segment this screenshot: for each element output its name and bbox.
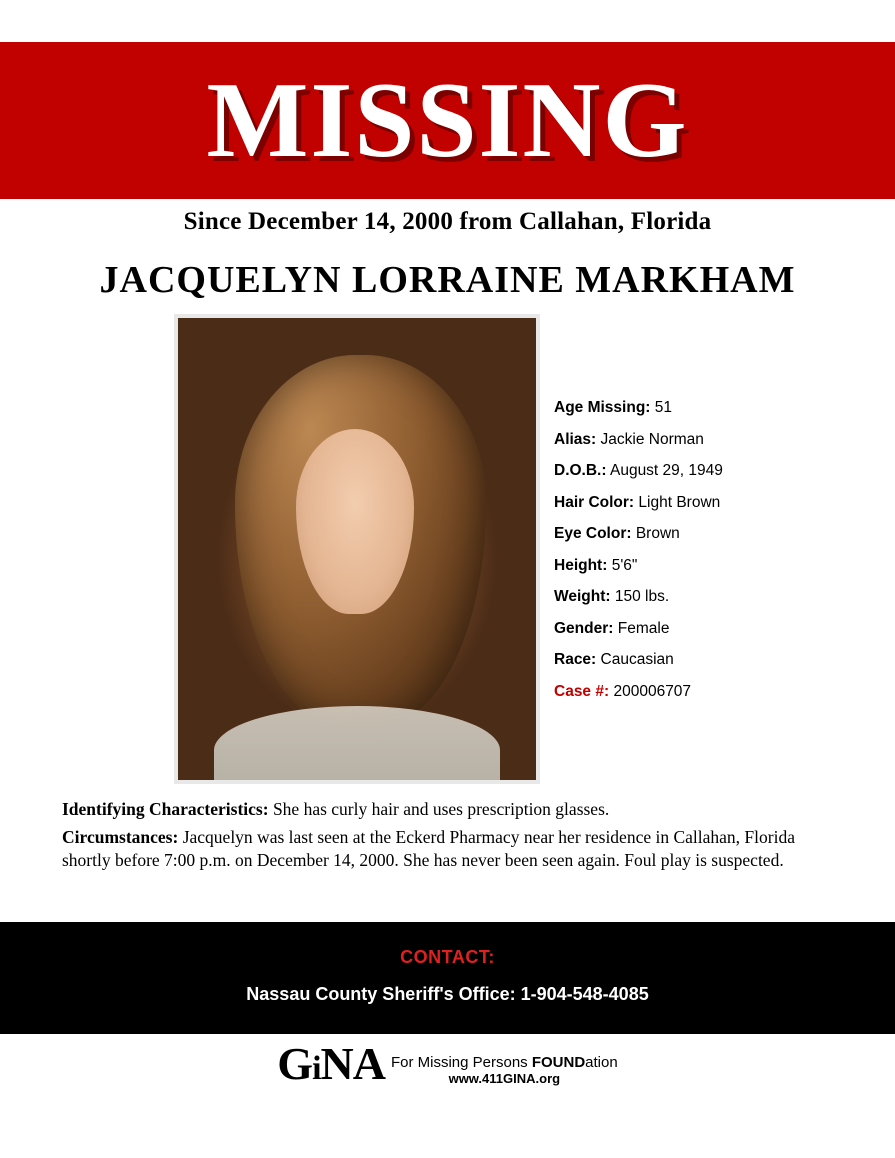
photo-background <box>178 318 536 780</box>
gina-tagline-found: FOUND <box>531 1054 586 1071</box>
headline-missing: MISSING <box>206 60 689 180</box>
detail-label: Gender: <box>554 619 614 637</box>
person-details-list <box>554 392 884 707</box>
detail-label: Eye Color: <box>554 525 632 542</box>
since-line: Since December 14, 2000 from Callahan, Florida <box>183 208 712 235</box>
detail-value: August 29, 1949 <box>609 462 723 479</box>
detail-row-dob <box>554 455 884 487</box>
circumstances-label: Circumstances: <box>62 827 179 847</box>
gina-tagline-suffix: ation <box>585 1054 618 1071</box>
gina-logo-g: G <box>277 1038 313 1089</box>
detail-label: Alias: <box>554 430 597 448</box>
detail-row-race <box>554 644 884 676</box>
photo-shirt-shape <box>214 706 500 780</box>
detail-row-eye-color <box>554 518 884 550</box>
missing-banner <box>0 42 895 199</box>
detail-row-height <box>554 550 884 582</box>
detail-value: Jackie Norman <box>600 430 704 448</box>
page-title: JACQUELYN LORRAINE MARKHAM <box>99 259 796 301</box>
gina-tagline-prefix: For Missing Persons <box>390 1054 532 1071</box>
circumstances <box>62 826 840 872</box>
detail-row-hair-color <box>554 487 884 519</box>
circumstances-text: Jacquelyn was last seen at the Eckerd Pharmacy near her residence in Callahan, Florida shortly before 7:00 p.m. on December 14, 2000. She has never been seen again. Foul play is suspected. <box>62 827 795 870</box>
detail-label: D.O.B.: <box>554 462 607 479</box>
detail-row-age-missing <box>554 392 884 424</box>
contact-bar <box>0 922 895 1034</box>
detail-row-case-number <box>554 676 884 708</box>
detail-row-weight <box>554 581 884 613</box>
detail-label: Hair Color: <box>554 493 635 511</box>
footer-logo <box>0 1038 895 1091</box>
detail-value: 51 <box>654 399 673 416</box>
detail-value: Female <box>617 619 670 637</box>
gina-wordmark <box>277 1038 385 1091</box>
detail-value: Brown <box>635 525 680 542</box>
identifying-characteristics <box>62 798 840 821</box>
detail-label: Height: <box>554 556 608 574</box>
detail-row-gender <box>554 613 884 645</box>
gina-logo-na: NA <box>320 1038 385 1089</box>
detail-row-alias <box>554 424 884 456</box>
detail-value: Light Brown <box>638 493 721 511</box>
detail-value: 5'6" <box>611 556 638 574</box>
contact-phone-line: Nassau County Sheriff's Office: 1-904-548-4085 <box>246 984 649 1004</box>
photo-face-shape <box>296 429 414 614</box>
gina-logo <box>277 1038 618 1091</box>
detail-value: 150 lbs. <box>614 588 670 605</box>
missing-person-photo <box>174 314 540 784</box>
identifying-label: Identifying Characteristics: <box>62 799 269 819</box>
detail-label: Case #: <box>554 682 610 700</box>
gina-logo-i: i <box>312 1050 321 1087</box>
contact-title: CONTACT: <box>400 947 495 967</box>
detail-label: Age Missing: <box>554 399 651 416</box>
narrative-section <box>62 798 840 877</box>
detail-value: 200006707 <box>613 682 692 700</box>
gina-logo-text <box>391 1054 618 1091</box>
identifying-text: She has curly hair and uses prescription glasses. <box>272 799 610 819</box>
detail-label: Race: <box>554 651 597 668</box>
gina-tagline <box>391 1054 618 1071</box>
gina-website-url[interactable]: www.411GINA.org <box>448 1071 561 1086</box>
detail-label: Weight: <box>554 588 611 605</box>
detail-value: Caucasian <box>600 651 674 668</box>
